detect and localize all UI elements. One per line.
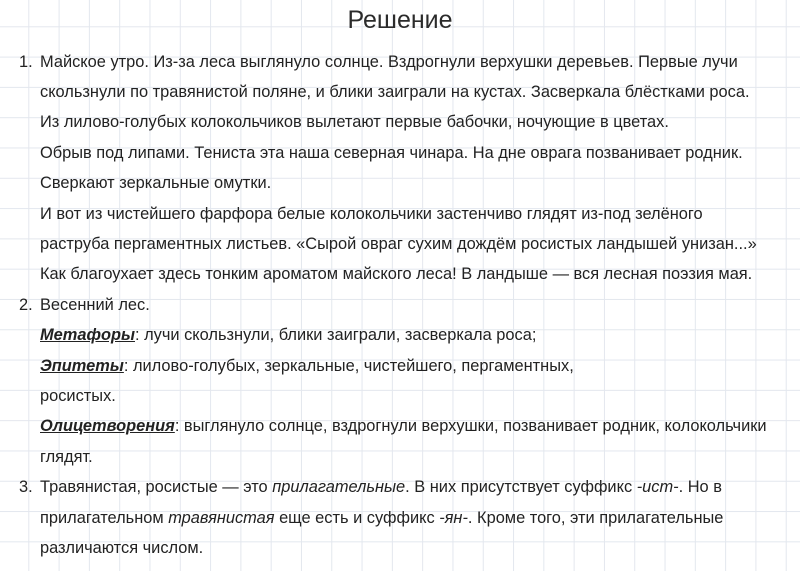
- personification-continuation: глядят.: [40, 448, 93, 466]
- item-2-line-1: Весенний лес.: [40, 296, 150, 314]
- term-adjectives: прилагательные: [272, 478, 406, 496]
- item-1-line-6: И вот из чистейшего фарфора белые колокольчики застенчиво глядят из-под зелёного: [40, 205, 703, 223]
- suffix-yan: -ян-: [439, 509, 468, 527]
- item-2-number: 2.: [19, 296, 33, 314]
- item-3-text-g: еще есть и суффикс: [274, 509, 440, 527]
- item-3-line-3: различаются числом.: [40, 539, 204, 557]
- epithets-line: [40, 356, 574, 376]
- suffix-ist: -ист-: [636, 478, 679, 496]
- personification-label: Олицетворения: [40, 417, 175, 435]
- item-3-text-a: Травянистая, росистые — это: [40, 478, 273, 496]
- item-3-text-h: . Кроме того, эти прилагательные: [467, 509, 724, 527]
- epithets-continuation: росистых.: [40, 387, 116, 405]
- item-1-line-5: Сверкают зеркальные омутки.: [40, 174, 272, 192]
- term-travyanistaya: травянистая: [168, 509, 275, 527]
- item-1-number: 1.: [19, 53, 33, 71]
- item-1-line-8: Как благоухает здесь тонким ароматом майского леса! В ландыше — вся лесная поэзия мая.: [40, 265, 753, 283]
- item-3-line-2: [40, 508, 723, 528]
- personification-line: [40, 416, 767, 436]
- metaphors-label: Метафоры: [40, 326, 135, 344]
- item-1-line-4: Обрыв под липами. Тениста эта наша северная чинара. На дне оврага позванивает родник.: [40, 144, 743, 162]
- metaphors-text: : лучи скользнули, блики заиграли, засверкала роса;: [134, 326, 537, 344]
- metaphors-line: [40, 325, 536, 345]
- item-1-line-7: раструба пергаментных листьев. «Сырой овраг сухим дождём росистых ландышей унизан...»: [40, 235, 757, 253]
- item-1-line-3: Из лилово-голубых колокольчиков вылетают первые бабочки, ночующие в цветах.: [40, 113, 669, 131]
- item-3-line-1: [40, 477, 722, 497]
- item-1-line-1: Майское утро. Из-за леса выглянуло солнце. Вздрогнули верхушки деревьев. Первые лучи: [40, 53, 738, 71]
- epithets-label: Эпитеты: [40, 357, 124, 375]
- epithets-text: : лилово-голубых, зеркальные, чистейшего, пергаментных,: [123, 357, 574, 375]
- item-3-text-e: . Но в: [678, 478, 722, 496]
- item-3-text-f: прилагательном: [40, 509, 169, 527]
- item-3-number: 3.: [19, 478, 33, 496]
- personification-text: : выглянуло солнце, вздрогнули верхушки, позванивает родник, колокольчики: [174, 417, 767, 435]
- item-3-text-c: . В них присутствует суффикс: [405, 478, 637, 496]
- item-1-line-2: скользнули по травянистой поляне, и блики заиграли на кустах. Засверкала блёстками роса.: [40, 83, 750, 101]
- page-title: Решение: [347, 6, 453, 34]
